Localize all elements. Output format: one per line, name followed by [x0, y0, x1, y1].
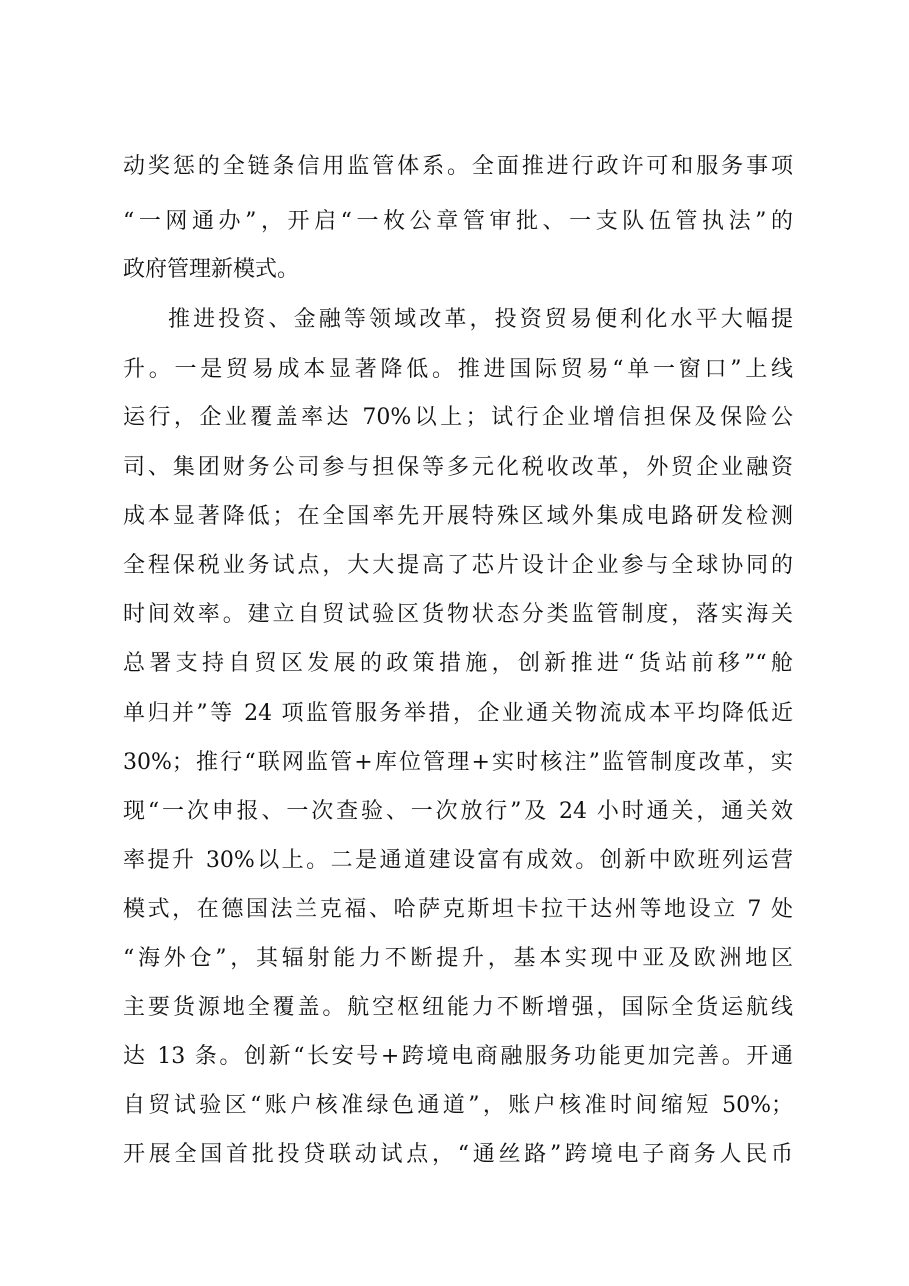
text-line: “海外仓”，其辐射能力不断提升，基本实现中亚及欧洲地区: [123, 946, 793, 971]
text-line: 升。一是贸易成本显著降低。推进国际贸易“单一窗口”上线: [123, 357, 793, 382]
paragraph-first-line: 推进投资、金融等领域改革，投资贸易便利化水平大幅提: [168, 307, 793, 332]
text-line: 政府管理新模式。: [123, 257, 300, 282]
text-line: 主要货源地全覆盖。航空枢纽能力不断增强，国际全货运航线: [123, 995, 793, 1020]
text-line: 自贸试验区“账户核准绿色通道”，账户核准时间缩短 50%；: [123, 1093, 793, 1118]
text-line: 总署支持自贸区发展的政策措施，创新推进“货站前移”“舱: [123, 651, 793, 676]
text-line: “一网通办”，开启“一枚公章管审批、一支队伍管执法”的: [123, 209, 793, 234]
text-line: 成本显著降低；在全国率先开展特殊区域外集成电路研发检测: [123, 504, 793, 529]
text-line: 开展全国首批投贷联动试点，“通丝路”跨境电子商务人民币: [123, 1142, 793, 1167]
text-line: 全程保税业务试点，大大提高了芯片设计企业参与全球协同的: [123, 553, 793, 578]
text-line: 模式，在德国法兰克福、哈萨克斯坦卡拉干达州等地设立 7 处: [123, 897, 793, 922]
text-line: 运行，企业覆盖率达 70%以上；试行企业增信担保及保险公: [123, 405, 793, 430]
text-line: 时间效率。建立自贸试验区货物状态分类监管制度，落实海关: [123, 602, 793, 627]
text-line: 单归并”等 24 项监管服务举措，企业通关物流成本平均降低近: [123, 701, 793, 726]
text-line: 达 13 条。创新“长安号+跨境电商融服务功能更加完善。开通: [123, 1044, 793, 1069]
text-line: 现“一次申报、一次查验、一次放行”及 24 小时通关，通关效: [123, 799, 793, 824]
text-line: 司、集团财务公司参与担保等多元化税收改革，外贸企业融资: [123, 455, 793, 480]
text-line: 30%；推行“联网监管+库位管理+实时核注”监管制度改革，实: [123, 750, 793, 775]
text-line: 率提升 30%以上。二是通道建设富有成效。创新中欧班列运营: [123, 848, 793, 873]
text-line: 动奖惩的全链条信用监管体系。全面推进行政许可和服务事项: [123, 154, 793, 179]
